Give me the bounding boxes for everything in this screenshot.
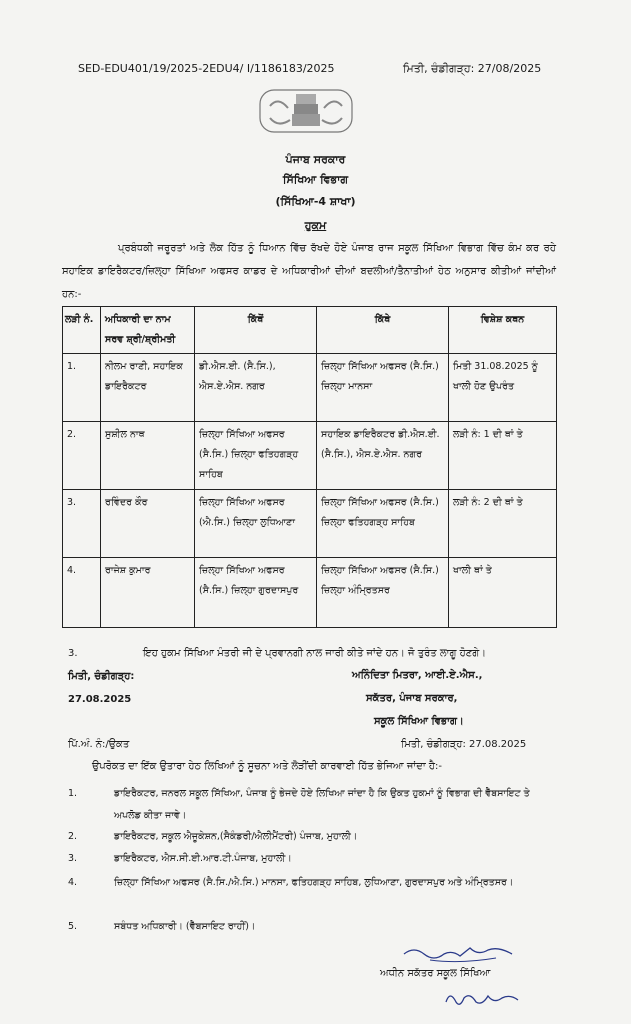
table-row [63,490,557,558]
signatory-dept: ਸਕੂਲ ਸਿੱਖਿਆ ਵਿਭਾਗ। [374,716,464,727]
cell-officer: ਰਾਜੇਸ਼ ਕੁਮਾਰ [101,558,195,628]
cell-to: ਜ਼ਿਲ੍ਹਾ ਸਿੱਖਿਆ ਅਫਸਰ (ਸੈ.ਸਿ.) ਜ਼ਿਲ੍ਹਾ ਮਾਨਸਾ [317,354,449,422]
list-item-number: 4. [68,877,78,888]
para3-number: 3. [68,648,78,659]
cell-from: ਜ਼ਿਲ੍ਹਾ ਸਿੱਖਿਆ ਅਫਸਰ (ਐ.ਸਿ.) ਜ਼ਿਲ੍ਹਾ ਲੁਧਿਆਣਾ [195,490,317,558]
signatory-designation: ਸਕੱਤਰ, ਪੰਜਾਬ ਸਰਕਾਰ, [366,693,458,704]
list-item-number: 1. [68,788,78,799]
title-line-3: (ਸਿੱਖਿਆ-4 ਸ਼ਾਖਾ) [275,195,356,208]
header-remarks: ਵਿਸ਼ੇਸ਼ ਕਥਨ [449,307,557,354]
cell-remarks: ਲੜੀ ਨੰ: 2 ਦੀ ਥਾਂ ਤੇ [449,490,557,558]
reference-number: SED-EDU401/19/2025-2EDU4/ I/1186183/2025 [78,62,335,75]
table-row [63,558,557,628]
cell-from: ਜ਼ਿਲ੍ਹਾ ਸਿੱਖਿਆ ਅਫਸਰ (ਸੈ.ਸਿ.) ਜ਼ਿਲ੍ਹਾ ਗੁਰਦਾਸਪੁਰ [195,558,317,628]
government-emblem-icon [258,86,354,136]
cell-sr: 1. [63,354,101,422]
title-order: ਹੁਕਮ [304,219,327,232]
list-item-text: ਡਾਇਰੈਕਟਰ, ਸਕੂਲ ਐਜੂਕੇਸ਼ਨ,(ਸੈਕੰਡਰੀ/ਐਲੀਮੈਂਟਰੀ) ਪੰਜਾਬ, ਮੁਹਾਲੀ। [114,831,358,842]
header-sr: ਲੜੀ ਨੰ. [63,307,101,354]
cell-officer: ਸੁਸ਼ੀਲ ਨਾਥ [101,422,195,490]
intro-paragraph: ਪ੍ਰਬੰਧਕੀ ਜਰੂਰਤਾਂ ਅਤੇ ਲੋਕ ਹਿੱਤ ਨੂੰ ਧਿਆਨ ਵਿੱਚ ਰੱਖਦੇ ਹੋਏ ਪੰਜਾਬ ਰਾਜ ਸਕੂਲ ਸਿੱਖਿਆ ਵਿਭਾਗ ਵਿੱਚ ਕੰਮ ਕਰ ਰਹੇ ਸਹਾਇਕ ਡਾਇਰੈਕਟਰ/ਜ਼ਿਲ੍ਹਾ ਸਿੱਖਿਆ ਅਫਸਰ ਕਾਡਰ ਦੇ ਅਧਿਕਾਰੀਆਂ ਦੀਆਂ ਬਦਲੀਆਂ/ਤੈਨਾਤੀਆਂ ਹੇਠ ਅਨੁਸਾਰ ਕੀਤੀਆਂ ਜਾਂਦੀਆਂ ਹਨ:- [62,243,556,300]
list-item-text: ਸਬੰਧਤ ਅਧਿਕਾਰੀ। (ਵੈੱਬਸਾਇਟ ਰਾਹੀਂ)। [114,921,256,932]
cell-to: ਜ਼ਿਲ੍ਹਾ ਸਿੱਖਿਆ ਅਫਸਰ (ਸੈ.ਸਿ.) ਜ਼ਿਲ੍ਹਾ ਅੰਮ੍ਰਿਤਸਰ [317,558,449,628]
list-item [68,826,548,848]
cell-to: ਜ਼ਿਲ੍ਹਾ ਸਿੱਖਿਆ ਅਫਸਰ (ਸੈ.ਸਿ.) ਜ਼ਿਲ੍ਹਾ ਫਤਿਹਗੜ੍ਹ ਸਾਹਿਬ [317,490,449,558]
para3-text: ਇਹ ਹੁਕਮ ਸਿੱਖਿਆ ਮੰਤਰੀ ਜੀ ਦੇ ਪ੍ਰਵਾਨਗੀ ਨਾਲ ਜਾਰੀ ਕੀਤੇ ਜਾਂਦੇ ਹਨ। ਜੋ ਤੁਰੰਤ ਲਾਗੂ ਹੋਣਗੇ। [143,648,486,659]
cell-remarks: ਖਾਲੀ ਥਾਂ ਤੇ [449,558,557,628]
table-row [63,422,557,490]
list-item [68,848,548,870]
cell-from: ਡੀ.ਐਸ.ਈ. (ਸੈ.ਸਿ.), ਐਸ.ਏ.ਐਸ. ਨਗਰ [195,354,317,422]
transfer-table [62,306,557,628]
cell-sr: 4. [63,558,101,628]
header-to: ਕਿੱਥੇ [317,307,449,354]
cell-remarks: ਮਿਤੀ 31.08.2025 ਨੂੰ ਖਾਲੀ ਹੋਣ ਉਪਰੰਤ [449,354,557,422]
title-line-1: ਪੰਜਾਬ ਸਰਕਾਰ [285,153,346,166]
cell-officer: ਰਵਿੰਦਰ ਕੌਰ [101,490,195,558]
header-date: ਮਿਤੀ, ਚੰਡੀਗੜ੍ਹ: 27/08/2025 [403,62,542,75]
cell-sr: 2. [63,422,101,490]
endorsement-intro: ਉਪਰੋਕਤ ਦਾ ਇੱਕ ਉਤਾਰਾ ਹੇਠ ਲਿਖਿਆਂ ਨੂੰ ਸੂਚਨਾ ਅਤੇ ਲੋੜੀਂਦੀ ਕਾਰਵਾਈ ਹਿੱਤ ਭੇਜਿਆ ਜਾਂਦਾ ਹੈ:- [92,761,442,772]
list-item [68,916,548,938]
list-item-text: ਡਾਇਰੈਕਟਰ, ਜਨਰਲ ਸਕੂਲ ਸਿੱਖਿਆ, ਪੰਜਾਬ ਨੂੰ ਭੇਜਦੇ ਹੋਏ ਲਿਖਿਆ ਜਾਂਦਾ ਹੈ ਕਿ ਉਕਤ ਹੁਕਮਾਂ ਨੂੰ ਵਿਭਾਗ ਦੀ ਵੈੱਬਸਾਇਟ ਤੇ ਅਪਲੋਡ ਕੀਤਾ ਜਾਵੇ। [114,788,530,821]
list-item [68,783,548,827]
table-row [63,354,557,422]
cell-from: ਜ਼ਿਲ੍ਹਾ ਸਿੱਖਿਆ ਅਫਸਰ (ਸੈ.ਸਿ.) ਜ਼ਿਲ੍ਹਾ ਫਤਿਹਗੜ੍ਹ ਸਾਹਿਬ [195,422,317,490]
list-item [68,872,548,916]
undersecretary-designation: ਅਧੀਨ ਸਕੱਤਰ ਸਕੂਲ ਸਿੱਖਿਆ [380,968,491,979]
cell-officer: ਨੀਲਮ ਰਾਣੀ, ਸਹਾਇਕ ਡਾਇਰੈਕਟਰ [101,354,195,422]
list-item-number: 2. [68,831,78,842]
header-from: ਕਿੱਥੋਂ [195,307,317,354]
list-item-number: 5. [68,921,78,932]
initials-signature-icon [442,988,522,1010]
signatory-name: ਅਨਿੰਦਿਤਾ ਮਿਤਰਾ, ਆਈ.ਏ.ਐਸ., [352,670,483,681]
table-header-row [63,307,557,354]
place-date: 27.08.2025 [68,694,132,705]
list-item-text: ਜ਼ਿਲ੍ਹਾ ਸਿੱਖਿਆ ਅਫਸਰ (ਸੈ.ਸਿ./ਐ.ਸਿ.) ਮਾਨਸਾ, ਫਤਿਹਗੜ੍ਹ ਸਾਹਿਬ, ਲੁਧਿਆਣਾ, ਗੁਰਦਾਸਪੁਰ ਅਤੇ ਅੰਮ੍ਰਿਤਸਰ। [114,877,514,888]
list-item-text: ਡਾਇਰੈਕਟਰ, ਐਸ.ਸੀ.ਈ.ਆਰ.ਟੀ.ਪੰਜਾਬ, ਮੁਹਾਲੀ। [114,853,292,864]
cell-sr: 3. [63,490,101,558]
endorsement-date: ਮਿਤੀ, ਚੰਡੀਗੜ੍ਹ: 27.08.2025 [401,739,527,750]
cell-remarks: ਲੜੀ ਨੰ: 1 ਦੀ ਥਾਂ ਤੇ [449,422,557,490]
list-item-number: 3. [68,853,78,864]
endorsement-ref: ਪਿੱ.ਅੰ. ਨੰ:/ਉਕਤ [68,739,130,750]
place-label: ਮਿਤੀ, ਚੰਡੀਗੜ੍ਹ: [68,671,135,682]
title-line-2: ਸਿੱਖਿਆ ਵਿਭਾਗ [282,173,349,186]
header-officer: ਅਧਿਕਾਰੀ ਦਾ ਨਾਮ ਸਰਵ ਸ਼੍ਰੀ/ਸ਼੍ਰੀਮਤੀ [101,307,195,354]
cell-to: ਸਹਾਇਕ ਡਾਇਰੈਕਟਰ ਡੀ.ਐਸ.ਈ. (ਸੈ.ਸਿ.), ਐਸ.ਏ.ਐਸ. ਨਗਰ [317,422,449,490]
